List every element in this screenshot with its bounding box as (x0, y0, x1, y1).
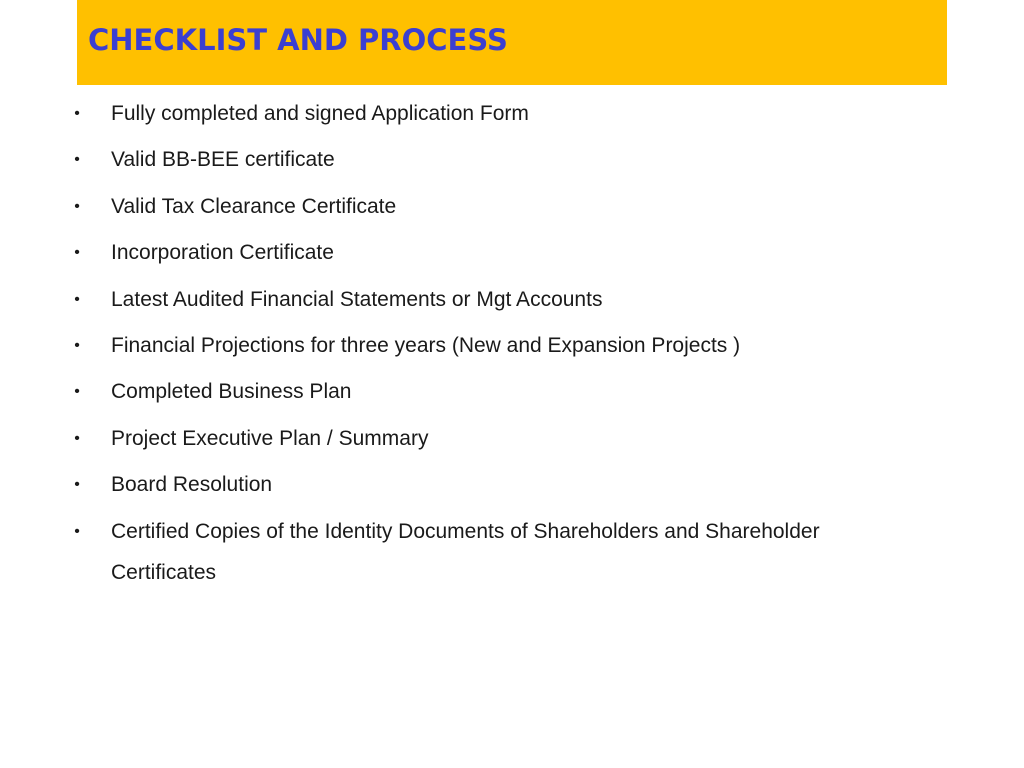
bullet-icon: • (74, 290, 80, 308)
bullet-icon: • (74, 151, 80, 169)
checklist-item (0, 467, 1024, 513)
checklist-item (0, 421, 1024, 467)
checklist-item-text: Valid BB-BEE certificate (111, 148, 335, 172)
checklist-item-text: Latest Audited Financial Statements or Mgt Accounts (111, 287, 603, 311)
bullet-icon: • (74, 476, 80, 494)
checklist-item-text: Valid Tax Clearance Certificate (111, 194, 397, 218)
checklist-item (0, 282, 1024, 328)
checklist-item (0, 96, 1024, 142)
checklist-item-text: Certified Copies of the Identity Documents of Shareholders and Shareholder Certificates (111, 519, 820, 584)
checklist-item-text: Project Executive Plan / Summary (111, 426, 429, 450)
bullet-icon: • (74, 105, 80, 122)
checklist-item (0, 142, 1024, 188)
bullet-icon: • (74, 383, 80, 401)
checklist-item (0, 328, 1024, 374)
bullet-icon: • (74, 522, 80, 540)
checklist-item-text: Fully completed and signed Application Form (111, 102, 529, 125)
checklist-item-text: Completed Business Plan (111, 380, 352, 404)
bullet-icon: • (74, 429, 80, 447)
checklist-item (0, 189, 1024, 235)
checklist (0, 96, 1024, 584)
checklist-item (0, 235, 1024, 281)
slide-title: CHECKLIST AND PROCESS (88, 23, 508, 57)
bullet-icon: • (74, 244, 80, 262)
bullet-icon: • (74, 197, 80, 215)
checklist-item-text: Board Resolution (111, 473, 273, 497)
title-bar (77, 0, 947, 85)
checklist-item-text: Financial Projections for three years (New and Expansion Projects ) (111, 333, 741, 357)
checklist-item (0, 374, 1024, 420)
checklist-item-text: Incorporation Certificate (111, 241, 334, 265)
checklist-item (0, 514, 1024, 584)
bullet-icon: • (74, 336, 80, 354)
